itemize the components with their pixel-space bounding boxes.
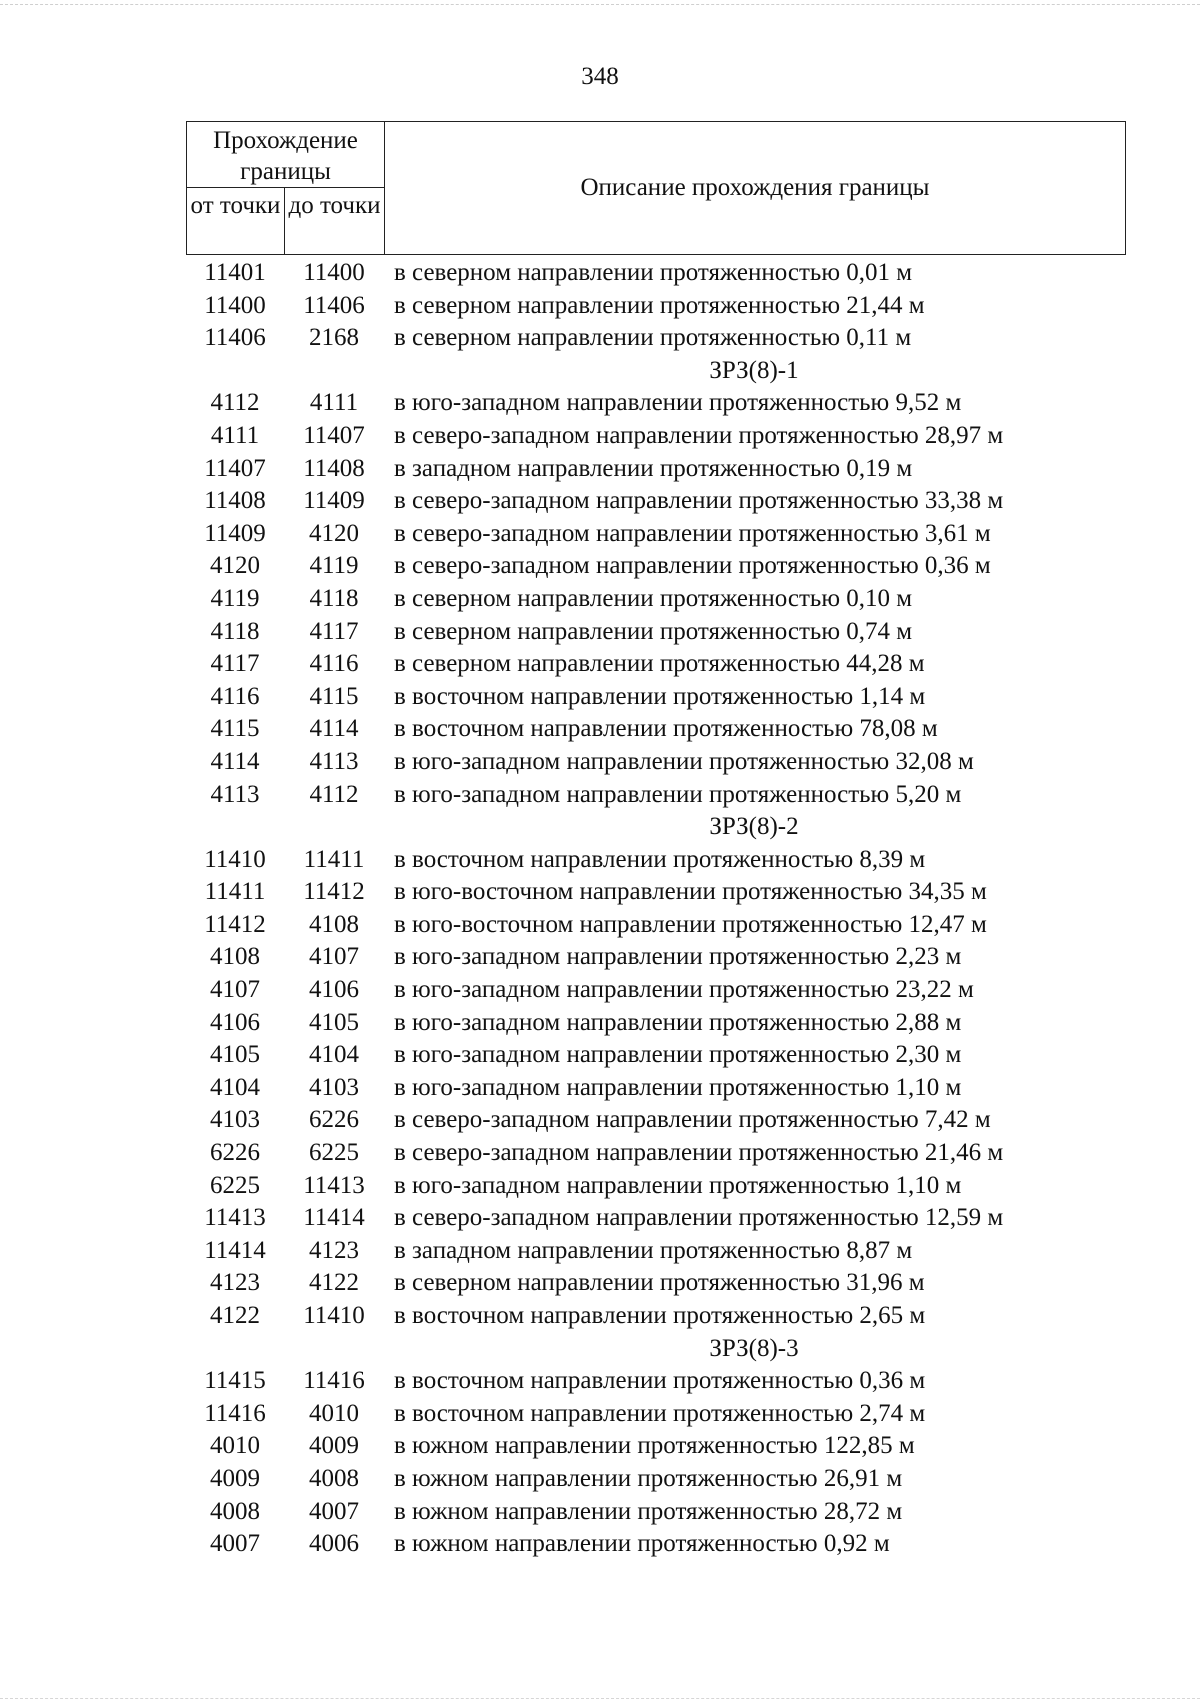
to-point-cell: 11400 [303, 259, 365, 286]
from-point-cell: 4106 [210, 1008, 260, 1036]
from-point-cell: 4111 [210, 421, 260, 449]
description-cell: в северо-западном направлении протяженностью 0,36 м [394, 552, 991, 580]
to-point-cell: 4116 [309, 650, 359, 678]
to-point-cell: 4107 [309, 943, 359, 971]
to-point-cell: 11408 [303, 454, 365, 482]
description-cell: в восточном направлении протяженностью 78,08 м [394, 715, 938, 743]
from-point-cell: 4108 [210, 943, 260, 971]
description-cell: в юго-восточном направлении протяженностью 12,47 м [394, 910, 987, 938]
to-point-cell: 4006 [309, 1530, 359, 1558]
to-point-cell: 4112 [309, 780, 359, 808]
from-point-cell: 11400 [204, 291, 266, 319]
from-point-cell: 4105 [210, 1041, 260, 1069]
table-row [0, 1300, 1200, 1333]
table-row [0, 1365, 1200, 1398]
description-cell: в западном направлении протяженностью 0,19 м [394, 454, 913, 482]
description-cell: в северном направлении протяженностью 21,44 м [394, 291, 925, 319]
from-point-cell: 4118 [210, 617, 260, 645]
to-point-cell: 4104 [309, 1041, 359, 1069]
to-point-cell: 11409 [303, 487, 365, 515]
table-row [0, 974, 1200, 1007]
table-row [0, 583, 1200, 616]
from-point-cell: 11408 [204, 487, 266, 515]
from-point-cell: 4119 [210, 584, 260, 612]
description-cell: в восточном направлении протяженностью 2,65 м [394, 1302, 926, 1329]
from-point-cell: 4117 [210, 650, 260, 678]
table-row [0, 779, 1200, 812]
from-point-cell: 4009 [210, 1464, 260, 1492]
from-point-cell: 4007 [210, 1530, 260, 1558]
from-point-cell: 6226 [210, 1139, 260, 1167]
table-row [0, 713, 1200, 746]
from-point-cell: 11410 [204, 845, 266, 873]
to-point-cell: 4114 [309, 715, 359, 743]
description-cell: в северном направлении протяженностью 0,11 м [394, 324, 912, 352]
description-cell: в юго-западном направлении протяженностью 9,52 м [394, 389, 962, 417]
description-cell: в южном направлении протяженностью 0,92 м [394, 1530, 890, 1558]
description-cell: в юго-западном направлении протяженностью 2,88 м [394, 1008, 962, 1036]
bottom-scan-edge [0, 1698, 1200, 1699]
table-row [0, 1235, 1200, 1268]
to-point-cell: 4120 [309, 519, 359, 547]
description-cell: в северо-западном направлении протяженностью 7,42 м [394, 1106, 991, 1134]
table-row [0, 420, 1200, 453]
from-point-cell: 4114 [210, 747, 260, 775]
table-header [186, 121, 1126, 255]
table-row [0, 1007, 1200, 1040]
section-heading [0, 1333, 1200, 1366]
table-row [0, 387, 1200, 420]
to-point-cell: 11411 [303, 845, 365, 873]
from-point-cell: 11416 [204, 1399, 266, 1427]
from-point-cell: 11406 [204, 324, 266, 352]
table-row [0, 941, 1200, 974]
table-row [0, 876, 1200, 909]
description-cell: в северо-западном направлении протяженностью 28,97 м [394, 421, 1004, 449]
from-point-cell: 4123 [210, 1269, 260, 1297]
to-point-cell: 4106 [309, 976, 359, 1004]
table-row [0, 1072, 1200, 1105]
description-cell: в юго-восточном направлении протяженностью 34,35 м [394, 878, 987, 906]
table-row [0, 909, 1200, 942]
description-cell: в северо-западном направлении протяженностью 12,59 м [394, 1204, 1004, 1232]
to-point-cell: 6226 [309, 1106, 359, 1134]
to-point-cell: 6225 [309, 1139, 359, 1167]
description-cell: в северо-западном направлении протяженностью 3,61 м [394, 519, 991, 547]
table-row [0, 1039, 1200, 1072]
description-cell: в восточном направлении протяженностью 2,74 м [394, 1399, 926, 1427]
to-point-cell: 11414 [303, 1204, 365, 1232]
table-row [0, 681, 1200, 714]
from-point-cell: 4122 [210, 1302, 260, 1329]
description-cell: в северо-западном направлении протяженностью 33,38 м [394, 487, 1004, 515]
header-from-point: от точки [187, 188, 285, 254]
table-row [0, 257, 1200, 290]
to-point-cell: 11416 [303, 1367, 365, 1395]
description-cell: в южном направлении протяженностью 26,91 м [394, 1464, 903, 1492]
from-point-cell: 11409 [204, 519, 266, 547]
table-row [0, 485, 1200, 518]
table-row [0, 746, 1200, 779]
table-row [0, 1496, 1200, 1529]
to-point-cell: 11407 [303, 421, 365, 449]
from-point-cell: 11413 [204, 1204, 266, 1232]
from-point-cell: 6225 [210, 1171, 260, 1199]
table-row [0, 550, 1200, 583]
header-description: Описание прохождения границы [580, 174, 930, 201]
from-point-cell: 4120 [210, 552, 260, 580]
header-boundary-passage: Прохождение границы [187, 122, 385, 188]
description-cell: в северном направлении протяженностью 0,10 м [394, 584, 913, 612]
from-point-cell: 11407 [204, 454, 266, 482]
from-point-cell: 11411 [204, 878, 266, 906]
top-scan-edge [0, 4, 1200, 5]
to-point-cell: 11406 [303, 291, 365, 319]
description-cell: в южном направлении протяженностью 28,72 м [394, 1497, 903, 1525]
description-cell: в северном направлении протяженностью 0,74 м [394, 617, 913, 645]
table-row [0, 322, 1200, 355]
description-cell: в юго-западном направлении протяженностью 2,30 м [394, 1041, 962, 1069]
table-row [0, 518, 1200, 551]
description-cell: в восточном направлении протяженностью 8,39 м [394, 845, 926, 873]
to-point-cell: 11412 [303, 878, 365, 906]
table-row [0, 616, 1200, 649]
description-cell: в северном направлении протяженностью 31,96 м [394, 1269, 925, 1297]
table-row [0, 844, 1200, 877]
to-point-cell: 4113 [309, 747, 359, 775]
to-point-cell: 4008 [309, 1464, 359, 1492]
to-point-cell: 4122 [309, 1269, 359, 1297]
section-title: ЗРЗ(8)-3 [709, 1334, 799, 1362]
table-row [0, 1528, 1200, 1561]
description-cell: в северном направлении протяженностью 0,01 м [394, 259, 913, 286]
from-point-cell: 4112 [210, 389, 260, 417]
to-point-cell: 4115 [309, 682, 359, 710]
description-cell: в восточном направлении протяженностью 1,14 м [394, 682, 926, 710]
table-row [0, 453, 1200, 486]
description-cell: в юго-западном направлении протяженностью 5,20 м [394, 780, 962, 808]
header-to-point: до точки [285, 188, 385, 254]
to-point-cell: 4010 [309, 1399, 359, 1427]
to-point-cell: 11410 [303, 1302, 365, 1329]
description-cell: в юго-западном направлении протяженностью 2,23 м [394, 943, 962, 971]
boundary-table-body [0, 257, 1200, 1561]
from-point-cell: 4113 [210, 780, 260, 808]
to-point-cell: 4118 [309, 584, 359, 612]
to-point-cell: 4111 [309, 389, 359, 417]
description-cell: в северо-западном направлении протяженностью 21,46 м [394, 1139, 1004, 1167]
to-point-cell: 4007 [309, 1497, 359, 1525]
from-point-cell: 11401 [204, 259, 266, 286]
table-row [0, 1430, 1200, 1463]
table-row [0, 1104, 1200, 1137]
table-row [0, 290, 1200, 323]
description-cell: в юго-западном направлении протяженностью 1,10 м [394, 1171, 962, 1199]
description-cell: в юго-западном направлении протяженностью 1,10 м [394, 1073, 962, 1101]
to-point-cell: 4105 [309, 1008, 359, 1036]
table-row [0, 1170, 1200, 1203]
from-point-cell: 4008 [210, 1497, 260, 1525]
from-point-cell: 11412 [204, 910, 266, 938]
page-number: 348 [581, 63, 619, 90]
description-cell: в западном направлении протяженностью 8,87 м [394, 1236, 913, 1264]
to-point-cell: 4108 [309, 910, 359, 938]
from-point-cell: 4107 [210, 976, 260, 1004]
from-point-cell: 4116 [210, 682, 260, 710]
section-title: ЗРЗ(8)-1 [709, 356, 799, 384]
table-row [0, 1398, 1200, 1431]
description-cell: в юго-западном направлении протяженностью 23,22 м [394, 976, 974, 1004]
table-row [0, 1267, 1200, 1300]
from-point-cell: 11415 [204, 1367, 266, 1395]
to-point-cell: 4119 [309, 552, 359, 580]
to-point-cell: 4009 [309, 1432, 359, 1460]
description-cell: в северном направлении протяженностью 44,28 м [394, 650, 925, 678]
from-point-cell: 11414 [204, 1236, 266, 1264]
to-point-cell: 11413 [303, 1171, 365, 1199]
to-point-cell: 4117 [309, 617, 359, 645]
to-point-cell: 4123 [309, 1236, 359, 1264]
to-point-cell: 2168 [309, 324, 359, 352]
from-point-cell: 4010 [210, 1432, 260, 1460]
from-point-cell: 4104 [210, 1073, 260, 1101]
table-row [0, 1463, 1200, 1496]
from-point-cell: 4115 [210, 715, 260, 743]
to-point-cell: 4103 [309, 1073, 359, 1101]
description-cell: в юго-западном направлении протяженностью 32,08 м [394, 747, 974, 775]
description-cell: в южном направлении протяженностью 122,85 м [394, 1432, 915, 1460]
description-cell: в восточном направлении протяженностью 0,36 м [394, 1367, 926, 1395]
from-point-cell: 4103 [210, 1106, 260, 1134]
table-row [0, 648, 1200, 681]
section-title: ЗРЗ(8)-2 [709, 813, 799, 841]
section-heading [0, 811, 1200, 844]
table-row [0, 1137, 1200, 1170]
section-heading [0, 355, 1200, 388]
table-row [0, 1202, 1200, 1235]
